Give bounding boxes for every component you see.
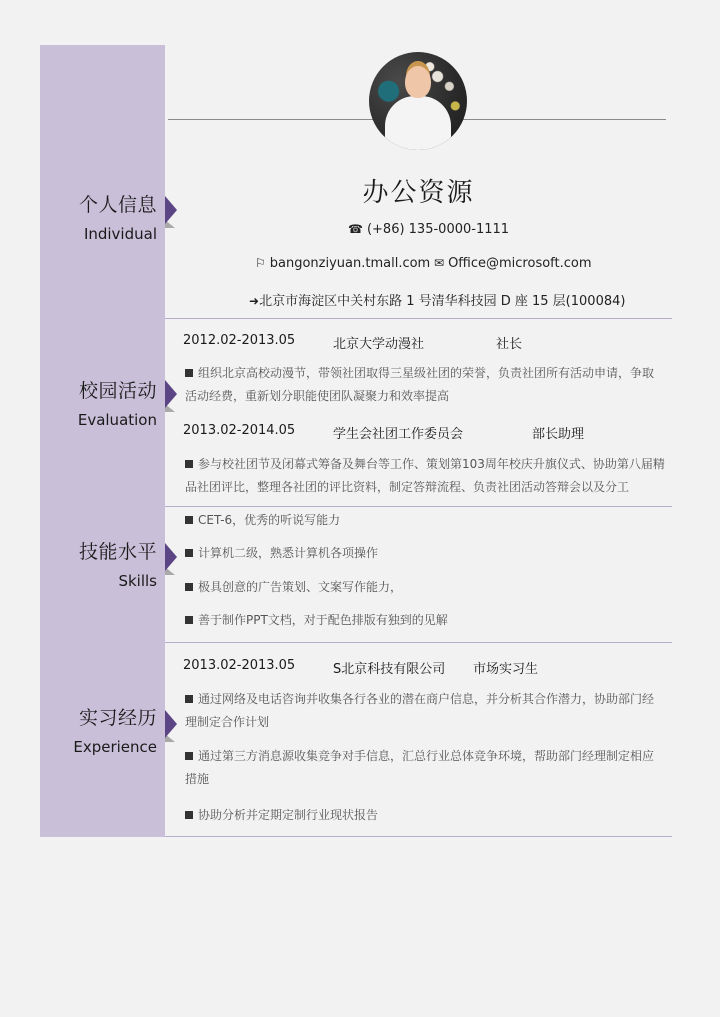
section-title-en: Skills	[118, 572, 157, 590]
section-title-cn: 校园活动	[78, 380, 157, 402]
campus-org: 北京大学动漫社	[333, 337, 425, 352]
campus-description	[185, 453, 665, 499]
campus-role: 部长助理	[532, 427, 585, 442]
flag-icon: ⚐	[255, 256, 266, 270]
skill-text: 善于制作PPT文档，对于配色排版有独到的见解	[198, 613, 448, 627]
email-text[interactable]: Office@microsoft.com	[448, 256, 592, 271]
internship-text: 通过网络及电话咨询并收集各行各业的潜在商户信息，并分析其合作潜力，协助部门经理制定合作计划	[185, 692, 655, 729]
campus-desc-text: 组织北京高校动漫节，带领社团取得三星级社团的荣誉，负责社团所有活动申请，争取活动经费，重新划分职能使团队凝聚力和效率提高	[185, 366, 655, 403]
section-label-skills	[40, 539, 157, 593]
profile-name: 办公资源	[362, 178, 475, 208]
photo-head	[405, 66, 431, 98]
contact-address	[249, 290, 625, 309]
bullet-square-icon	[185, 369, 193, 377]
bullet-square-icon	[185, 695, 193, 703]
section-title-cn: 技能水平	[78, 541, 157, 563]
internship-text: 协助分析并定期定制行业现状报告	[198, 808, 379, 822]
skill-item	[185, 542, 665, 565]
section-label-individual	[40, 192, 157, 246]
contact-phone	[348, 222, 509, 237]
campus-org: 学生会社团工作委员会	[333, 427, 464, 442]
section-divider	[165, 506, 672, 507]
envelope-icon: ✉	[434, 256, 445, 270]
skill-item	[185, 609, 665, 632]
section-divider	[165, 642, 672, 643]
campus-period: 2012.02-2013.05	[183, 333, 296, 348]
bullet-square-icon	[185, 516, 193, 524]
triangle-pointer-icon	[165, 710, 177, 738]
section-label-experience	[40, 705, 157, 759]
skill-item	[185, 509, 665, 532]
phone-text: (+86) 135-0000-1111	[366, 222, 510, 237]
internship-company: S北京科技有限公司	[333, 662, 446, 677]
bullet-square-icon	[185, 549, 193, 557]
bullet-square-icon	[185, 460, 193, 468]
section-title-en: Individual	[83, 225, 157, 243]
website-text[interactable]: bangonziyuan.tmall.com	[269, 256, 431, 271]
avatar	[369, 52, 467, 150]
bullet-square-icon	[185, 811, 193, 819]
skill-item	[185, 576, 665, 599]
address-text: 北京市海淀区中关村东路 1 号清华科技园 D 座 15 层(100084)	[259, 294, 626, 309]
internship-item	[185, 804, 665, 827]
campus-desc-text: 参与校社团节及闭幕式筹备及舞台等工作、策划第103周年校庆升旗仪式、协助第八届精品社团评比，整理各社团的评比资料，制定答辩流程、负责社团活动答辩会以及分工	[185, 457, 665, 494]
triangle-pointer-icon	[165, 543, 177, 571]
section-title-en: Experience	[73, 738, 157, 756]
section-label-evaluation	[40, 378, 157, 432]
campus-period: 2013.02-2014.05	[183, 423, 296, 438]
internship-role: 市场实习生	[473, 662, 539, 677]
skill-text: 计算机二级，熟悉计算机各项操作	[198, 546, 379, 560]
skill-text: CET-6，优秀的听说写能力	[198, 513, 341, 527]
triangle-pointer-icon	[165, 380, 177, 408]
contact-website[interactable]	[255, 256, 430, 271]
campus-description	[185, 362, 665, 408]
section-title-cn: 个人信息	[78, 194, 157, 216]
campus-role: 社长	[496, 337, 523, 352]
bullet-square-icon	[185, 583, 193, 591]
bullet-square-icon	[185, 752, 193, 760]
phone-icon: ☎	[348, 222, 363, 236]
airplane-arrow-icon: ➜	[249, 294, 260, 308]
bullet-square-icon	[185, 616, 193, 624]
internship-period: 2013.02-2013.05	[183, 658, 296, 673]
photo-shirt	[385, 96, 451, 150]
skill-text: 极具创意的广告策划、文案写作能力，	[198, 580, 403, 594]
section-divider	[165, 836, 672, 837]
section-divider	[165, 318, 672, 319]
internship-item	[185, 688, 665, 734]
contact-email[interactable]	[434, 256, 592, 271]
internship-item	[185, 745, 665, 791]
section-title-cn: 实习经历	[78, 707, 157, 729]
section-title-en: Evaluation	[77, 411, 157, 429]
internship-text: 通过第三方消息源收集竞争对手信息，汇总行业总体竞争环境，帮助部门经理制定相应措施	[185, 749, 655, 786]
